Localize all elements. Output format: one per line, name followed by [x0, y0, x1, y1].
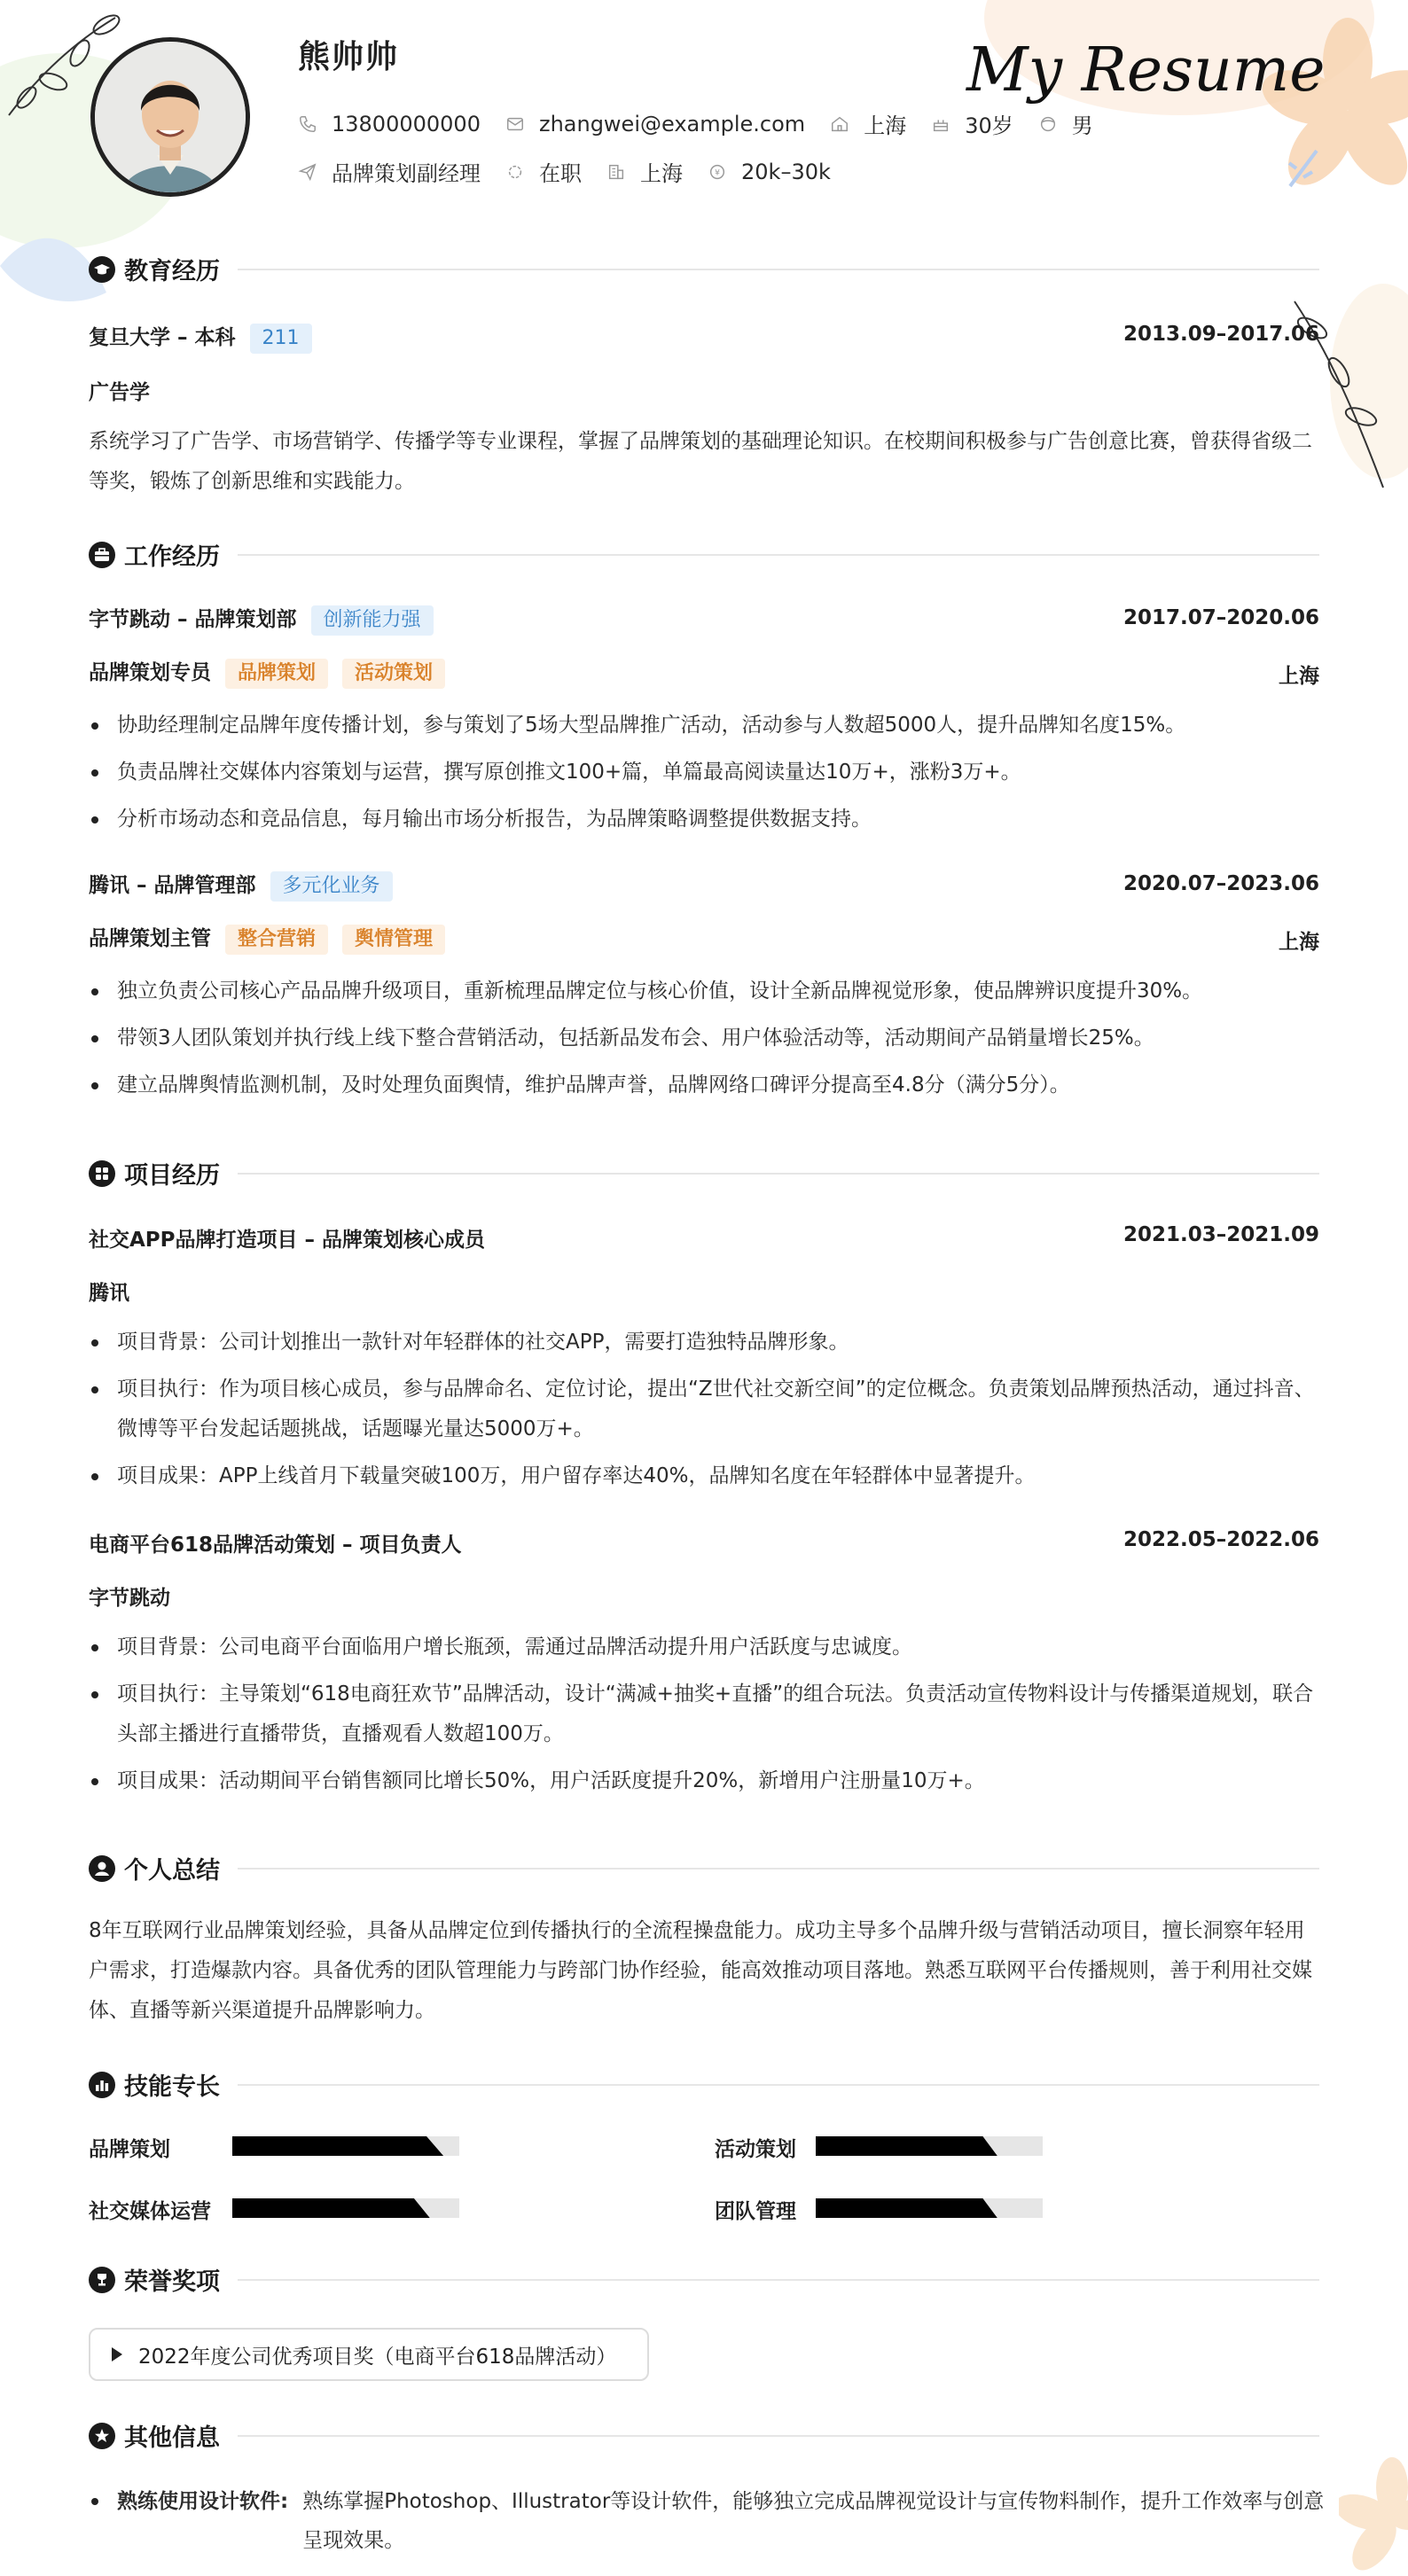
role-tag: 舆情管理 [342, 925, 445, 955]
project-company: 字节跳动 [89, 1587, 170, 1610]
hometown-item [830, 108, 906, 139]
divider [238, 1173, 1319, 1175]
phone-icon [298, 114, 317, 134]
work-bullets [89, 706, 1330, 839]
email-address[interactable]: zhangwei@example.com [538, 111, 806, 137]
paper-plane-icon [298, 162, 317, 182]
skill-bar [816, 2136, 1043, 2156]
summary-title: 个人总结 [124, 1857, 220, 1885]
salary-icon [708, 162, 727, 182]
skill-label: 团队管理 [715, 2200, 796, 2223]
company-tag: 多元化业务 [270, 871, 393, 902]
other-label [89, 2482, 288, 2560]
divider [238, 1868, 1319, 1870]
grid-icon [89, 1160, 115, 1187]
divider [238, 2084, 1319, 2086]
education-major: 广告学 [89, 381, 150, 404]
cake-icon [931, 114, 950, 134]
list-item [89, 2482, 1330, 2560]
resume-title: My Resume [966, 35, 1326, 105]
decorative-flower-top-right [966, 0, 1408, 213]
role-tag: 整合营销 [225, 925, 328, 955]
role-tag: 活动策划 [342, 659, 445, 689]
bullet-dot [91, 2498, 98, 2505]
job-info-row [298, 156, 856, 187]
school-name: 复旦大学 – 本科 [89, 326, 236, 349]
skill-fill [816, 2136, 997, 2156]
age-value: 30岁 [965, 113, 1013, 138]
project-dates: 2021.03–2021.09 [1122, 1223, 1319, 1246]
projects-title: 项目经历 [124, 1162, 220, 1190]
list-item: 负责品牌社交媒体内容策划与运营，撰写原创推文100+篇，单篇最高阅读量达10万+，涨粉3万+。 [89, 753, 1330, 792]
gender-value: 男 [1071, 113, 1093, 138]
list-item: 建立品牌舆情监测机制，及时处理负面舆情，维护品牌声誉，品牌网络口碑评分提高至4.8分（满分5分）。 [89, 1066, 1330, 1105]
project-title: 社交APP品牌打造项目 – 品牌策划核心成员 [89, 1229, 486, 1252]
hometown-value: 上海 [864, 113, 907, 138]
skill-fill [816, 2198, 997, 2218]
work-role-line [89, 656, 445, 689]
list-item: 项目成果：APP上线首月下载量突破100万，用户留存率达40%，品牌知名度在年轻群体中显著提升。 [89, 1456, 1330, 1496]
candidate-name: 熊帅帅 [298, 39, 400, 75]
target-position-item [298, 156, 481, 187]
decorative-flower-bottom-right [1339, 2455, 1408, 2576]
projects-section-header [89, 1156, 1319, 1190]
gender-item [1038, 108, 1093, 139]
divider [238, 2279, 1319, 2281]
graduation-cap-icon [89, 256, 115, 283]
other-section-header [89, 2418, 1319, 2453]
other-text: 熟练掌握Photoshop、Illustrator等设计软件，能够独立完成品牌视觉设计与宣传物料制作，提升工作效率与创意呈现效果。 [302, 2490, 1325, 2552]
list-item: 项目成果：活动期间平台销售额同比增长50%，用户活跃度提升20%，新增用户注册量10万+。 [89, 1761, 1330, 1801]
education-description: 系统学习了广告学、市场营销学、传播学等专业课程，掌握了品牌策划的基础理论知识。在校期间积极参与广告创意比赛，曾获得省级二等奖，锻炼了创新思维和实践能力。 [89, 430, 1312, 493]
work-role-line [89, 922, 445, 955]
list-item: 项目执行：作为项目核心成员，参与品牌命名、定位讨论，提出“Z世代社交新空间”的定位概念。负责策划品牌预热活动，通过抖音、微博等平台发起话题挑战，话题曝光量达5000万+。 [89, 1370, 1330, 1449]
age-item [931, 108, 1013, 139]
work-bullets [89, 972, 1330, 1105]
other-info-item [89, 2482, 1330, 2560]
skills-section-header [89, 2067, 1319, 2102]
phone-number[interactable]: 13800000000 [332, 111, 481, 137]
skill-fill [232, 2198, 430, 2218]
chart-icon [89, 2072, 115, 2098]
avatar [90, 37, 250, 197]
awards-title: 荣誉奖项 [124, 2268, 220, 2296]
phone-item [298, 112, 481, 137]
email-item [505, 112, 805, 137]
salary-value: 20k–30k [741, 159, 831, 184]
work-company-line [89, 603, 434, 636]
education-dates: 2013.09–2017.06 [1122, 323, 1319, 346]
skill-bar [232, 2136, 459, 2156]
other-label-text: 熟练使用设计软件: [117, 2490, 289, 2513]
target-city-item [606, 156, 683, 187]
work-dates: 2017.07–2020.06 [1122, 606, 1319, 629]
work-dates: 2020.07–2023.06 [1122, 872, 1319, 895]
work-role: 品牌策划主管 [89, 927, 211, 950]
contact-info-row [298, 108, 1118, 139]
work-company-line [89, 869, 393, 902]
work-company: 字节跳动 – 品牌策划部 [89, 608, 297, 631]
project-bullets [89, 1323, 1330, 1496]
role-tag: 品牌策划 [225, 659, 328, 689]
status-item [505, 156, 582, 187]
divider [238, 2435, 1319, 2437]
briefcase-icon [89, 542, 115, 568]
school-tag: 211 [250, 324, 312, 354]
other-title: 其他信息 [124, 2424, 220, 2452]
award-text: 2022年度公司优秀项目奖（电商平台618品牌活动） [138, 2345, 617, 2369]
education-section-header [89, 252, 1319, 286]
mail-icon [505, 114, 525, 134]
project-company: 腾讯 [89, 1282, 129, 1305]
project-bullets [89, 1628, 1330, 1801]
list-item: 项目背景：公司计划推出一款针对年轻群体的社交APP，需要打造独特品牌形象。 [89, 1323, 1330, 1362]
skill-fill [232, 2136, 443, 2156]
list-item: 独立负责公司核心产品品牌升级项目，重新梳理品牌定位与核心价值，设计全新品牌视觉形象，使品牌辨识度提升30%。 [89, 972, 1330, 1011]
list-item: 项目执行：主导策划“618电商狂欢节”品牌活动，设计“满减+抽奖+直播”的组合玩法。负责活动宣传物料设计与传播渠道规划，联合头部主播进行直播带货，直播观看人数超100万。 [89, 1674, 1330, 1754]
summary-text: 8年互联网行业品牌策划经验，具备从品牌定位到传播执行的全流程操盘能力。成功主导多个品牌升级与营销活动项目，擅长洞察年轻用户需求，打造爆款内容。具备优秀的团队管理能力与跨部门协作经验，能高效推动项目落地。熟悉互联网平台传播规则，善于利用社交媒体、直播等新兴渠道提升品牌影响力。 [89, 1919, 1312, 2022]
project-title: 电商平台618品牌活动策划 – 项目负责人 [89, 1534, 462, 1557]
work-role: 品牌策划专员 [89, 661, 211, 684]
status-value: 在职 [539, 161, 582, 186]
target-city-value: 上海 [640, 161, 683, 186]
status-icon [505, 162, 525, 182]
company-tag: 创新能力强 [311, 605, 434, 636]
star-badge-icon [89, 2423, 115, 2449]
user-icon [89, 1855, 115, 1882]
divider [238, 554, 1319, 556]
work-city: 上海 [1279, 665, 1319, 688]
salary-item [708, 160, 831, 184]
education-title: 教育经历 [124, 258, 220, 285]
target-position-value: 品牌策划副经理 [332, 161, 481, 186]
awards-section-header [89, 2262, 1319, 2297]
trophy-icon [89, 2267, 115, 2293]
skill-bar [232, 2198, 459, 2218]
list-item: 带领3人团队策划并执行线上线下整合营销活动，包括新品发布会、用户体验活动等，活动期间产品销量增长25%。 [89, 1019, 1330, 1058]
list-item: 分析市场动态和竞品信息，每月输出市场分析报告，为品牌策略调整提供数据支持。 [89, 800, 1330, 839]
list-item: 协助经理制定品牌年度传播计划，参与策划了5场大型品牌推广活动，活动参与人数超5000人，提升品牌知名度15%。 [89, 706, 1330, 745]
work-city: 上海 [1279, 931, 1319, 954]
project-dates: 2022.05–2022.06 [1122, 1528, 1319, 1551]
gender-icon [1038, 114, 1058, 134]
list-item: 项目背景：公司电商平台面临用户增长瓶颈，需通过品牌活动提升用户活跃度与忠诚度。 [89, 1628, 1330, 1667]
expand-triangle-icon [112, 2347, 122, 2361]
skill-label: 活动策划 [715, 2138, 796, 2161]
skills-title: 技能专长 [124, 2073, 220, 2101]
work-section-header [89, 537, 1319, 572]
education-school-line [89, 321, 312, 354]
skill-label: 社交媒体运营 [89, 2200, 211, 2223]
divider [238, 269, 1319, 270]
work-company: 腾讯 – 品牌管理部 [89, 874, 256, 897]
summary-section-header [89, 1851, 1319, 1885]
award-item[interactable] [89, 2328, 649, 2381]
work-title: 工作经历 [124, 543, 220, 571]
skill-label: 品牌策划 [89, 2138, 170, 2161]
home-icon [830, 114, 849, 134]
building-icon [606, 162, 626, 182]
skill-bar [816, 2198, 1043, 2218]
svg-text:¥: ¥ [715, 168, 720, 178]
